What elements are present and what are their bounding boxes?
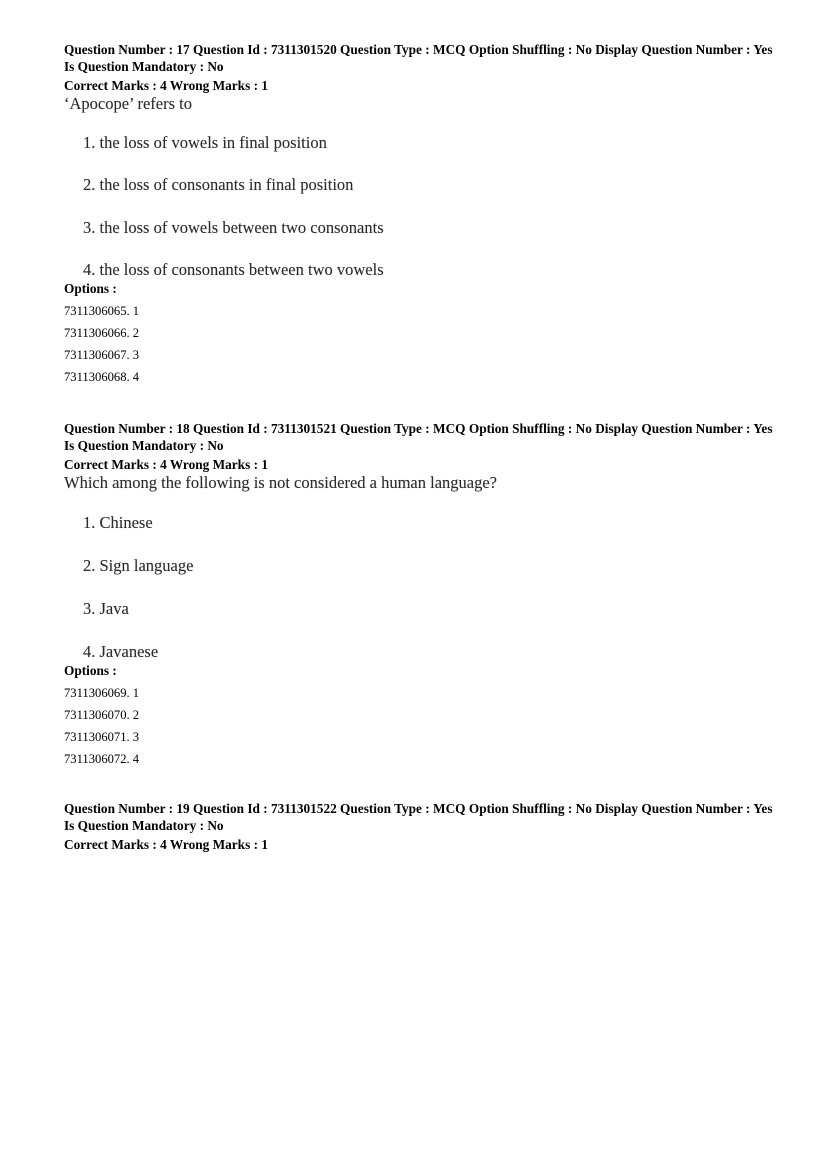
question-19 <box>64 801 774 853</box>
options-label: Options : <box>64 280 117 296</box>
question-17 <box>64 42 774 385</box>
option-id: 7311306072. 4 <box>64 752 140 766</box>
option-id-list <box>64 303 774 385</box>
answer-choice: 1. Chinese <box>83 513 153 532</box>
question-header: Question Number : 18 Question Id : 7311301521 Question Type : MCQ Option Shuffling : No Display Question Number : Yes Is Question Mandatory : No <box>64 421 773 453</box>
question-marks: Correct Marks : 4 Wrong Marks : 1 <box>64 837 268 852</box>
answer-choice: 1. the loss of vowels in final position <box>83 133 327 152</box>
answer-choice: 3. the loss of vowels between two consonants <box>83 217 384 237</box>
option-id: 7311306070. 2 <box>64 708 140 722</box>
answer-choices <box>64 133 774 281</box>
option-id-list <box>64 685 774 767</box>
option-id: 7311306071. 3 <box>64 730 140 744</box>
option-id: 7311306069. 1 <box>64 686 140 700</box>
question-header: Question Number : 19 Question Id : 7311301522 Question Type : MCQ Option Shuffling : No Display Question Number : Yes Is Question Mandatory : No <box>64 801 773 833</box>
answer-choices <box>64 513 774 663</box>
option-id: 7311306068. 4 <box>64 369 140 384</box>
question-header: Question Number : 17 Question Id : 7311301520 Question Type : MCQ Option Shuffling : No Display Question Number : Yes Is Question Mandatory : No <box>64 42 773 74</box>
options-label: Options : <box>64 663 117 678</box>
question-marks: Correct Marks : 4 Wrong Marks : 1 <box>64 78 268 93</box>
option-id: 7311306066. 2 <box>64 325 140 340</box>
question-body <box>64 94 774 281</box>
question-stem: ‘Apocope’ refers to <box>64 94 192 113</box>
answer-choice: 2. Sign language <box>83 556 194 575</box>
option-id: 7311306065. 1 <box>64 303 140 318</box>
answer-choice: 3. Java <box>83 599 129 618</box>
question-marks: Correct Marks : 4 Wrong Marks : 1 <box>64 457 268 472</box>
question-18 <box>64 421 774 767</box>
option-id: 7311306067. 3 <box>64 347 140 362</box>
answer-choice: 4. Javanese <box>83 642 159 661</box>
question-stem: Which among the following is not considered a human language? <box>64 473 498 492</box>
question-body <box>64 473 774 663</box>
answer-choice: 2. the loss of consonants in final position <box>83 175 354 195</box>
answer-choice: 4. the loss of consonants between two vowels <box>83 259 384 279</box>
